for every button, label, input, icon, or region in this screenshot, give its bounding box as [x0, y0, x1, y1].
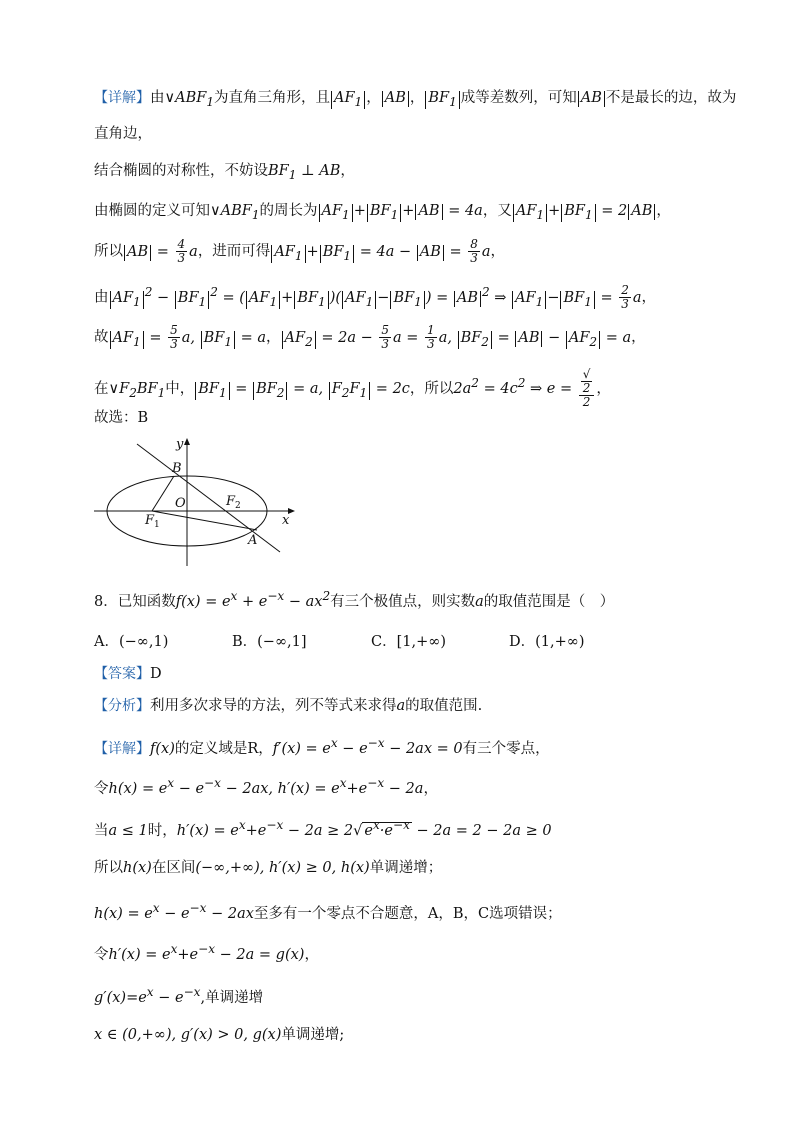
q8-stem: 8．已知函数$f(x) = e^x + e^{-x} - ax^2$有三个极值点，则实数a的取值范围是（ ）: [94, 589, 615, 610]
answer-tag: 【答案】: [94, 666, 150, 682]
option-d: D．(1,+∞): [509, 634, 585, 650]
line-ab: [137, 444, 280, 552]
line-7: 故 $AF_1$ = $\frac{5}{3}$ a, $BF_1 = a$， $AF_2 = 2a$ − $\frac{5}{3}$ a = $\frac{1}{3}$ a, $BF_2$ = AB − $AF_2 = a$，: [94, 323, 646, 352]
analysis-line: 【分析】利用多次求导的方法，列不等式来求得a的取值范围.: [94, 698, 483, 714]
segment-f1a: [152, 511, 257, 530]
line-1: 【详解】由$\vee ABF_1$为直角三角形，且 $AF_1$ ， AB ， $BF_1$ 成等差数列，可知 AB 不是最长的边，故为: [94, 90, 737, 109]
segment-bf1: [152, 476, 174, 511]
ellipse-figure: [92, 432, 302, 572]
option-a: A．(−∞,1): [94, 634, 169, 650]
label-f2: $F_2$: [226, 494, 241, 511]
label-o: O: [175, 496, 186, 511]
line-2: 直角边，: [94, 126, 152, 142]
math-triangle-abf1: $\vee ABF_1$: [164, 90, 214, 109]
answer-value: D: [150, 666, 162, 682]
detail-line-8: x ∈ (0,+∞), g′(x) > 0, g(x)单调递增;: [94, 1027, 345, 1043]
detail-line-1: 【详解】f(x)的定义域是R，$f'(x) = e^x - e^{-x} - 2ax = 0$有三个零点，: [94, 736, 550, 757]
detail-line-5: $h(x) = e^x - e^{-x} - 2ax$至多有一个零点不合题意，A，B，C选项错误；: [94, 901, 562, 922]
line-9: 故选：B: [94, 410, 149, 426]
label-x: x: [282, 513, 290, 528]
label-b: B: [172, 461, 182, 476]
line-6: 由 $AF_1^2 - BF_1^2$ = ( $AF_1 + BF_1$ )( $AF_1 - BF_1$ ) = AB $^2$ ⇒ $AF_1 - BF_1$ = $\frac{2}{3}$ a，: [94, 283, 657, 312]
option-c: C．[1,+∞): [371, 634, 446, 650]
y-axis-arrow: [184, 438, 190, 445]
detail-line-2: 令$h(x) = e^x - e^{-x} - 2ax$, $h'(x) = e^x+e^{-x} - 2a$，: [94, 776, 438, 797]
detail-line-4: 所以h(x)在区间(−∞,+∞), h′(x) ≥ 0, h(x)单调递增；: [94, 860, 443, 876]
line-4: 由椭圆的定义可知$\vee ABF_1$的周长为 $AF_1 + BF_1$ + AB = 4a，又 $AF_1 + BF_1 = 2$ AB ，: [94, 203, 671, 222]
detail-line-3: 当a ≤ 1时，$h'(x) = e^x+e^{-x} - 2a \ge 2√$ $e^x\cdot e^{-x} - 2a = 2 - 2a \ge 0$: [94, 818, 552, 839]
xiangjie-tag: 【详解】: [94, 90, 150, 106]
line-8: 在$\vee F_2BF_1$中， $BF_1 = BF_2 = a$, $F_2F_1 = 2c$，所以$2a^2 = 4c^2$ ⇒ e = √ 2 2 ，: [94, 367, 611, 410]
label-y: y: [176, 437, 184, 452]
option-b: B．(−∞,1]: [232, 634, 307, 650]
label-a: A: [248, 533, 258, 548]
answer-line: [94, 666, 162, 683]
xiangjie-tag-2: 【详解】: [94, 740, 150, 757]
detail-line-6: 令$h'(x) = e^x+e^{-x} - 2a = g(x)$，: [94, 942, 319, 963]
detail-line-7: $g'(x)=e^x - e^{-x}$,单调递增: [94, 985, 264, 1006]
label-f1: $F_1$: [145, 513, 160, 530]
line-3: 结合椭圆的对称性，不妨设$BF_1$ ⊥ AB，: [94, 163, 355, 182]
analysis-tag: 【分析】: [94, 698, 150, 714]
line-5: 所以 AB = $\frac{4}{3}$ a，进而可得 $AF_1 + BF_1 = 4a$ − AB = $\frac{8}{3}$ a，: [94, 237, 506, 266]
